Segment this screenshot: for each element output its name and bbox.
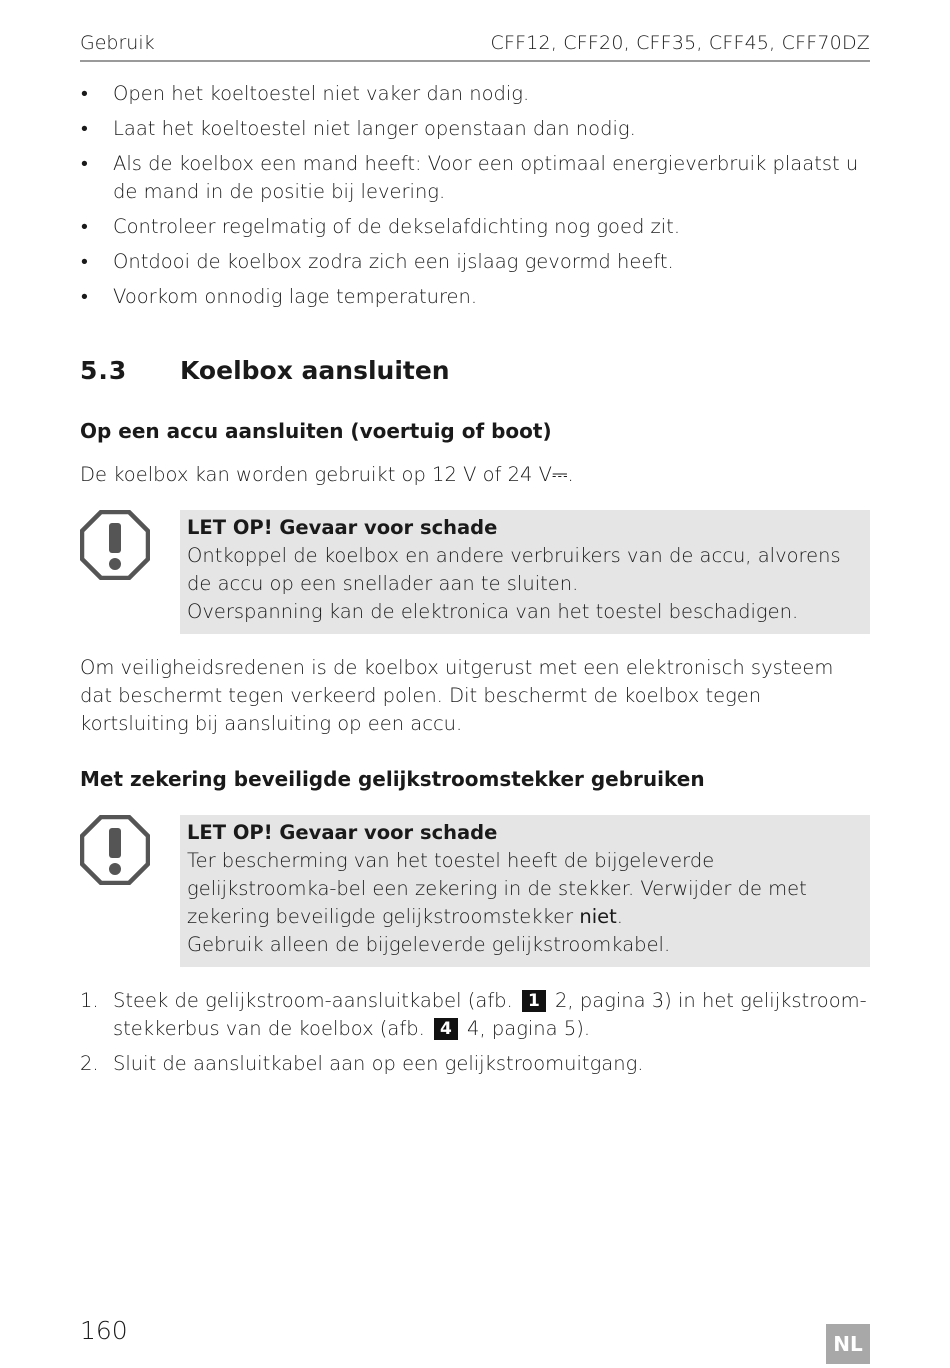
page-number: 160 [80, 1316, 128, 1345]
emphasis: niet [579, 905, 617, 928]
bullet-icon: • [81, 250, 88, 273]
section-title: Koelbox aansluiten [180, 356, 450, 385]
steps-list [80, 987, 870, 1085]
step-number: 1. [80, 989, 99, 1012]
list-item: 1. Steek de gelijkstroom-aansluitkabel (afb. 1 2, pagina 3) in het gelijkstroom-stekkerbus van de koelbox (afb. 4 4, pagina 5). [80, 989, 867, 1040]
bullet-icon: • [81, 285, 88, 308]
list-item: • Ontdooi de koelbox zodra zich een ijslaag gevormd heeft. [80, 248, 880, 276]
list-item: • Laat het koeltoestel niet langer openstaan dan nodig. [80, 115, 880, 143]
page-header [80, 30, 870, 62]
warning-text: Ter bescherming van het toestel heeft de bijgeleverde gelijkstroomka-bel een zekering in de stekker. Verwijder de met zekering beveiligde gelijkstroomstekker niet. [187, 849, 807, 928]
list-item: • Controleer regelmatig of de dekselafdichting nog goed zit. [80, 213, 880, 241]
header-section-label: Gebruik [80, 32, 155, 54]
list-item: • Als de koelbox een mand heeft: Voor een optimaal energieverbruik plaatst u de mand in de positie bij levering. [81, 152, 859, 203]
figure-ref-badge: 1 [522, 990, 546, 1012]
header-model-list: CFF12, CFF20, CFF35, CFF45, CFF70DZ [490, 32, 870, 54]
warning-box [180, 510, 870, 634]
subheading-dc-plug: Met zekering beveiligde gelijkstroomstekker gebruiken [80, 767, 705, 791]
language-badge: NL [826, 1324, 870, 1364]
list-item: • Open het koeltoestel niet vaker dan nodig. [80, 80, 880, 108]
tips-list [80, 80, 880, 318]
section-heading [80, 356, 450, 385]
step-number: 2. [80, 1052, 99, 1075]
list-item: 2. Sluit de aansluitkabel aan op een gelijkstroomuitgang. [80, 1050, 870, 1078]
octagon-exclamation-icon [80, 510, 150, 580]
warning-title: LET OP! Gevaar voor schade [187, 516, 498, 539]
subheading-battery: Op een accu aansluiten (voertuig of boot) [80, 419, 552, 443]
section-number: 5.3 [80, 356, 128, 385]
voltage-text: De koelbox kan worden gebruikt op 12 V of 24 V⎓. [80, 463, 574, 486]
warning-text: Gebruik alleen de bijgeleverde gelijkstroomkabel. [187, 933, 671, 956]
bullet-icon: • [81, 215, 88, 238]
polarity-paragraph: Om veiligheidsredenen is de koelbox uitgerust met een elektronisch systeem dat beschermt tegen verkeerd polen. Dit beschermt de koelbox tegen kortsluiting bij aansluiting op een accu. [80, 656, 834, 735]
list-item: • Voorkom onnodig lage temperaturen. [80, 283, 880, 311]
bullet-icon: • [81, 82, 88, 105]
octagon-exclamation-icon [80, 815, 150, 885]
figure-ref-badge: 4 [434, 1018, 458, 1040]
warning-title: LET OP! Gevaar voor schade [187, 821, 498, 844]
warning-text: Ontkoppel de koelbox en andere verbruikers van de accu, alvorens de accu op een snellader aan te sluiten. [187, 544, 841, 595]
bullet-icon: • [81, 117, 88, 140]
warning-box [180, 815, 870, 967]
bullet-icon: • [81, 152, 88, 175]
warning-text: Overspanning kan de elektronica van het toestel beschadigen. [187, 600, 799, 623]
